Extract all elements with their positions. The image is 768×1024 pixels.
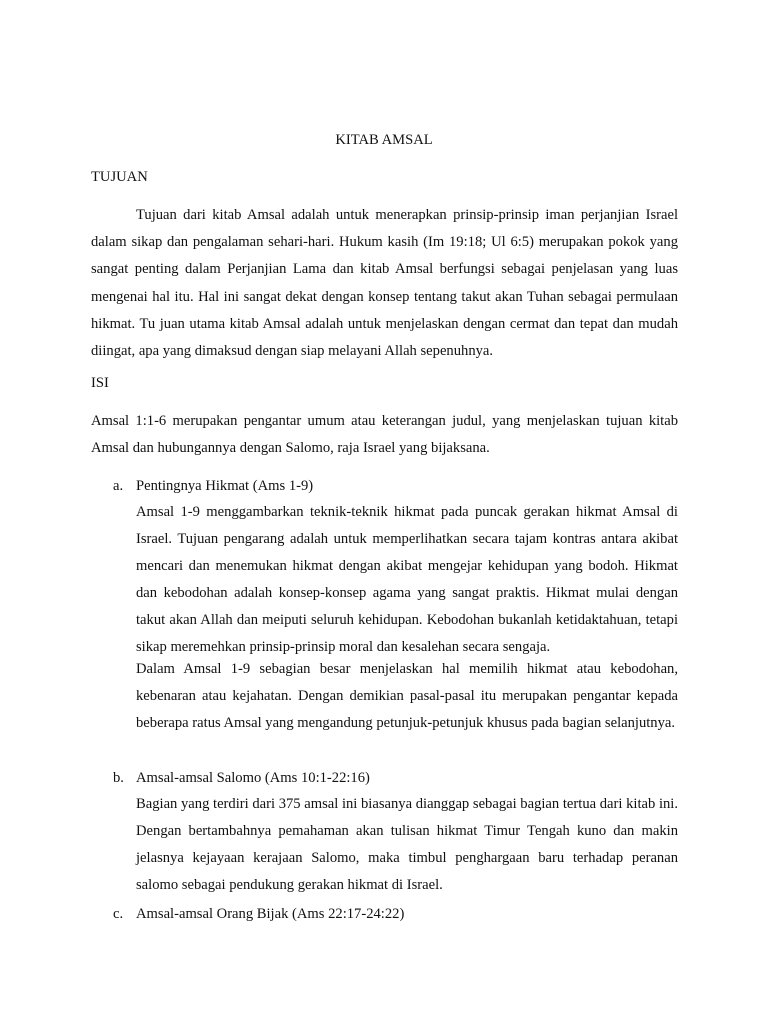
document-title: KITAB AMSAL: [335, 132, 433, 148]
list-marker-b: b.: [113, 770, 124, 786]
list-item-a-paragraph-2: Dalam Amsal 1-9 sebagian besar menjelaskan hal memilih hikmat atau kebodohan, kebenaran atau kejahatan. Dengan demikian pasal-pasal itu merupakan pengantar kepada beberapa ratus Amsal yang mengandung petunjuk-petunjuk khusus pada bagian selanjutnya.: [136, 661, 678, 732]
list-item-title-a: Pentingnya Hikmat (Ams 1-9): [136, 478, 314, 494]
section-heading-isi: ISI: [91, 375, 109, 391]
isi-intro-paragraph: Amsal 1:1-6 merupakan pengantar umum atau keterangan judul, yang menjelaskan tujuan kitab Amsal dan hubungannya dengan Salomo, raja Israel yang bijaksana.: [91, 413, 678, 457]
tujuan-paragraph: Tujuan dari kitab Amsal adalah untuk menerapkan prinsip-prinsip iman perjanjian Israel dalam sikap dan pengalaman sehari-hari. Hukum kasih (Im 19:18; Ul 6:5) merupakan pokok yang sangat penting dalam Perjanjian Lama dan kitab Amsal berfungsi sebagai penjelasan yang luas mengenai hal itu. Hal ini sangat dekat dengan konsep tentang takut akan Tuhan sebagai permulaan hikmat. Tu juan utama kitab Amsal adalah untuk menjelaskan dengan cermat dan tepat dan mudah diingat, apa yang dimaksud dengan siap melayani Allah sepenuhnya.: [91, 207, 678, 360]
list-item-title-c: Amsal-amsal Orang Bijak (Ams 22:17-24:22): [136, 906, 405, 922]
list-marker-c: c.: [113, 906, 124, 922]
list-marker-a: a.: [113, 478, 124, 494]
list-item-a-paragraph-1: Amsal 1-9 menggambarkan teknik-teknik hikmat pada puncak gerakan hikmat Amsal di Israel. Tujuan pengarang adalah untuk memperlihatkan secara tajam kontras antara akibat mencari dan menemukan hikmat dengan akibat mengejar kehidupan yang bodoh. Hikmat dan kebodohan adalah konsep-konsep agama yang sangat praktis. Hikmat mulai dengan takut akan Allah dan meiputi seluruh kehidupan. Kebodohan bukanlah ketidaktahuan, tetapi sikap meremehkan prinsip-prinsip moral dan kesalehan secara sengaja.: [136, 504, 678, 656]
list-item-b-paragraph-1: Bagian yang terdiri dari 375 amsal ini biasanya dianggap sebagai bagian tertua dari kitab ini. Dengan bertambahnya pemahaman akan tulisan hikmat Timur Tengah kuno dan makin jelasnya kejayaan kerajaan Salomo, maka timbul penghargaan baru terhadap peranan salomo sebagai pendukung gerakan hikmat di Israel.: [136, 796, 678, 894]
list-item-title-b: Amsal-amsal Salomo (Ams 10:1-22:16): [136, 770, 370, 786]
section-heading-tujuan: TUJUAN: [91, 169, 148, 185]
